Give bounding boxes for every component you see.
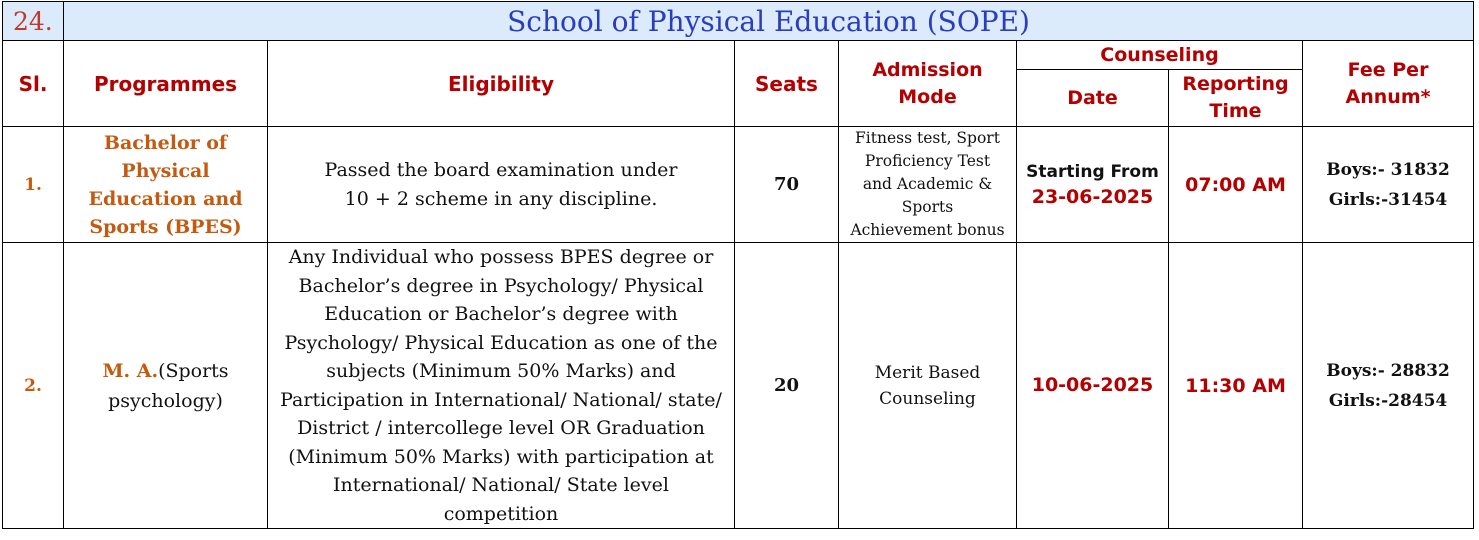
row-programme: Bachelor of Physical Education and Sports (BPES) <box>64 127 268 243</box>
row-seats: 70 <box>735 127 839 243</box>
section-number: 24. <box>3 2 64 41</box>
table-row <box>3 127 1474 243</box>
row-reporting-time: 07:00 AM <box>1169 127 1303 243</box>
row-sl: 2. <box>3 243 64 529</box>
header-reporting-time <box>1169 70 1303 127</box>
header-date: Date <box>1017 70 1169 127</box>
row-programme-degree: M. A. <box>102 359 159 382</box>
row-admission-mode: Merit Based Counseling <box>839 243 1017 529</box>
row-fee <box>1303 127 1474 243</box>
row-fee-girls: Girls:-28454 <box>1328 390 1448 411</box>
row-admission-mode: Fitness test, Sport Proficiency Test and Academic & Sports Achievement bonus <box>839 127 1017 243</box>
header-admission-mode: Admission Mode <box>839 41 1017 127</box>
header-fee-line2: Annum* <box>1345 85 1431 108</box>
row-programme <box>64 243 268 529</box>
header-fee-line1: Fee Per <box>1347 58 1429 81</box>
section-title: School of Physical Education (SOPE) <box>64 2 1474 41</box>
header-eligibility: Eligibility <box>268 41 735 127</box>
row-date-prefix: Starting From <box>1026 161 1159 182</box>
row-date: 10-06-2025 <box>1017 243 1169 529</box>
table-row <box>3 243 1474 529</box>
header-fee <box>1303 41 1474 127</box>
header-seats: Seats <box>735 41 839 127</box>
row-date-value: 23-06-2025 <box>1031 185 1154 208</box>
section-title-row <box>3 2 1474 41</box>
header-row-1 <box>3 41 1474 70</box>
header-reporting-line2: Time <box>1209 100 1262 122</box>
programme-table <box>2 1 1474 529</box>
header-programmes: Programmes <box>64 41 268 127</box>
header-reporting-line1: Reporting <box>1182 73 1289 95</box>
row-seats: 20 <box>735 243 839 529</box>
row-fee-girls: Girls:-31454 <box>1328 189 1448 210</box>
row-fee <box>1303 243 1474 529</box>
row-reporting-time: 11:30 AM <box>1169 243 1303 529</box>
row-eligibility: Passed the board examination under 10 + 2 scheme in any discipline. <box>268 127 735 243</box>
row-sl: 1. <box>3 127 64 243</box>
row-fee-boys: Boys:- 28832 <box>1326 360 1450 381</box>
row-eligibility: Any Individual who possess BPES degree or Bachelor’s degree in Psychology/ Physical Education or Bachelor’s degree with Psychology/ Physical Education as one of the subjects (Minimum 50% Marks) and Participation in International/ National/ state/ District / intercollege level OR Graduation (Minimum 50% Marks) with participation at International/ National/ State level competition <box>268 243 735 529</box>
row-fee-boys: Boys:- 31832 <box>1326 159 1450 180</box>
header-sl: Sl. <box>3 41 64 127</box>
header-counseling: Counseling <box>1017 41 1303 70</box>
row-programme-specialization: (Sports psychology) <box>108 359 229 412</box>
row-date <box>1017 127 1169 243</box>
